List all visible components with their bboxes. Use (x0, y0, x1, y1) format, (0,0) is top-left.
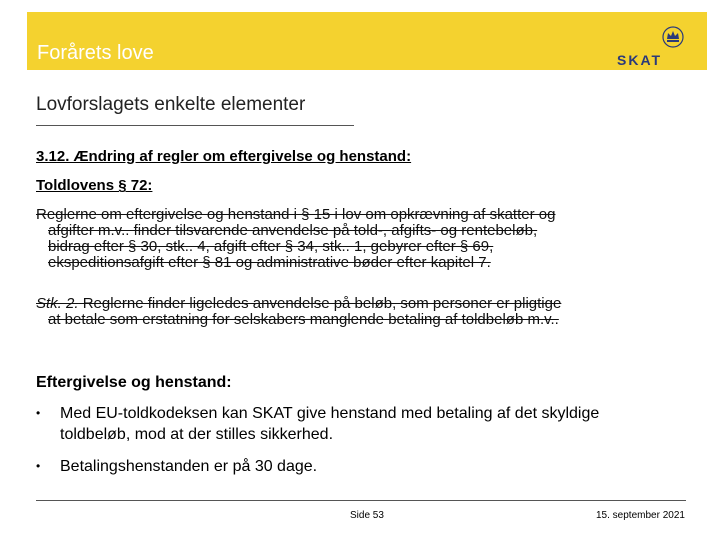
footer-divider (36, 500, 686, 501)
stk-label: Stk. 2. (36, 295, 79, 312)
paragraph-line (36, 296, 561, 312)
eftergivelse-title: Eftergivelse og henstand: (36, 374, 232, 391)
paragraph-line: at betale som erstatning for selskabers manglende betaling af toldbeløb m.v.. (48, 311, 559, 328)
paragraph-text: Reglerne finder ligeledes anvendelse på beløb, som personer er pligtige (78, 295, 562, 312)
paragraph-line: bidrag efter § 30, stk.. 4, afgift efter § 34, stk.. 1, gebyrer efter § 69, (48, 238, 494, 255)
skat-logo (617, 22, 687, 66)
page-number: Side 53 (350, 510, 384, 521)
bullet-list (36, 403, 696, 488)
paragraph-line: afgifter m.v.. finder tilsvarende anvendelse på told-, afgifts- og rentebeløb, (48, 222, 538, 239)
bullet-icon: • (36, 406, 41, 420)
subtitle-divider (36, 125, 354, 126)
crown-icon (661, 24, 685, 48)
header-title: Forårets love (37, 42, 154, 64)
footer-date: 15. september 2021 (596, 510, 685, 521)
header-bar (27, 12, 707, 70)
paragraph-line: Reglerne om eftergivelse og henstand i § 15 i lov om opkrævning af skatter og (36, 206, 556, 223)
logo-text: SKAT (617, 52, 663, 68)
bullet-item (36, 456, 696, 477)
bullet-icon: • (36, 459, 41, 473)
section-heading-312: 3.12. Ændring af regler om eftergivelse og henstand: (36, 148, 412, 165)
law-paragraph-1 (36, 207, 555, 271)
section-heading-toldlov: Toldlovens § 72: (36, 177, 153, 194)
bullet-text-line: Betalingshenstanden er på 30 dage. (60, 458, 318, 475)
law-paragraph-2 (36, 296, 561, 328)
bullet-text-line: Med EU-toldkodeksen kan SKAT give henstand med betaling af det skyldige (60, 405, 600, 422)
slide-subtitle: Lovforslagets enkelte elementer (36, 94, 306, 115)
paragraph-line: ekspeditionsafgift efter § 81 og administrative bøder efter kapitel 7. (48, 254, 491, 271)
bullet-item (36, 403, 696, 445)
bullet-text-line: toldbeløb, mod at der stilles sikkerhed. (60, 426, 334, 443)
